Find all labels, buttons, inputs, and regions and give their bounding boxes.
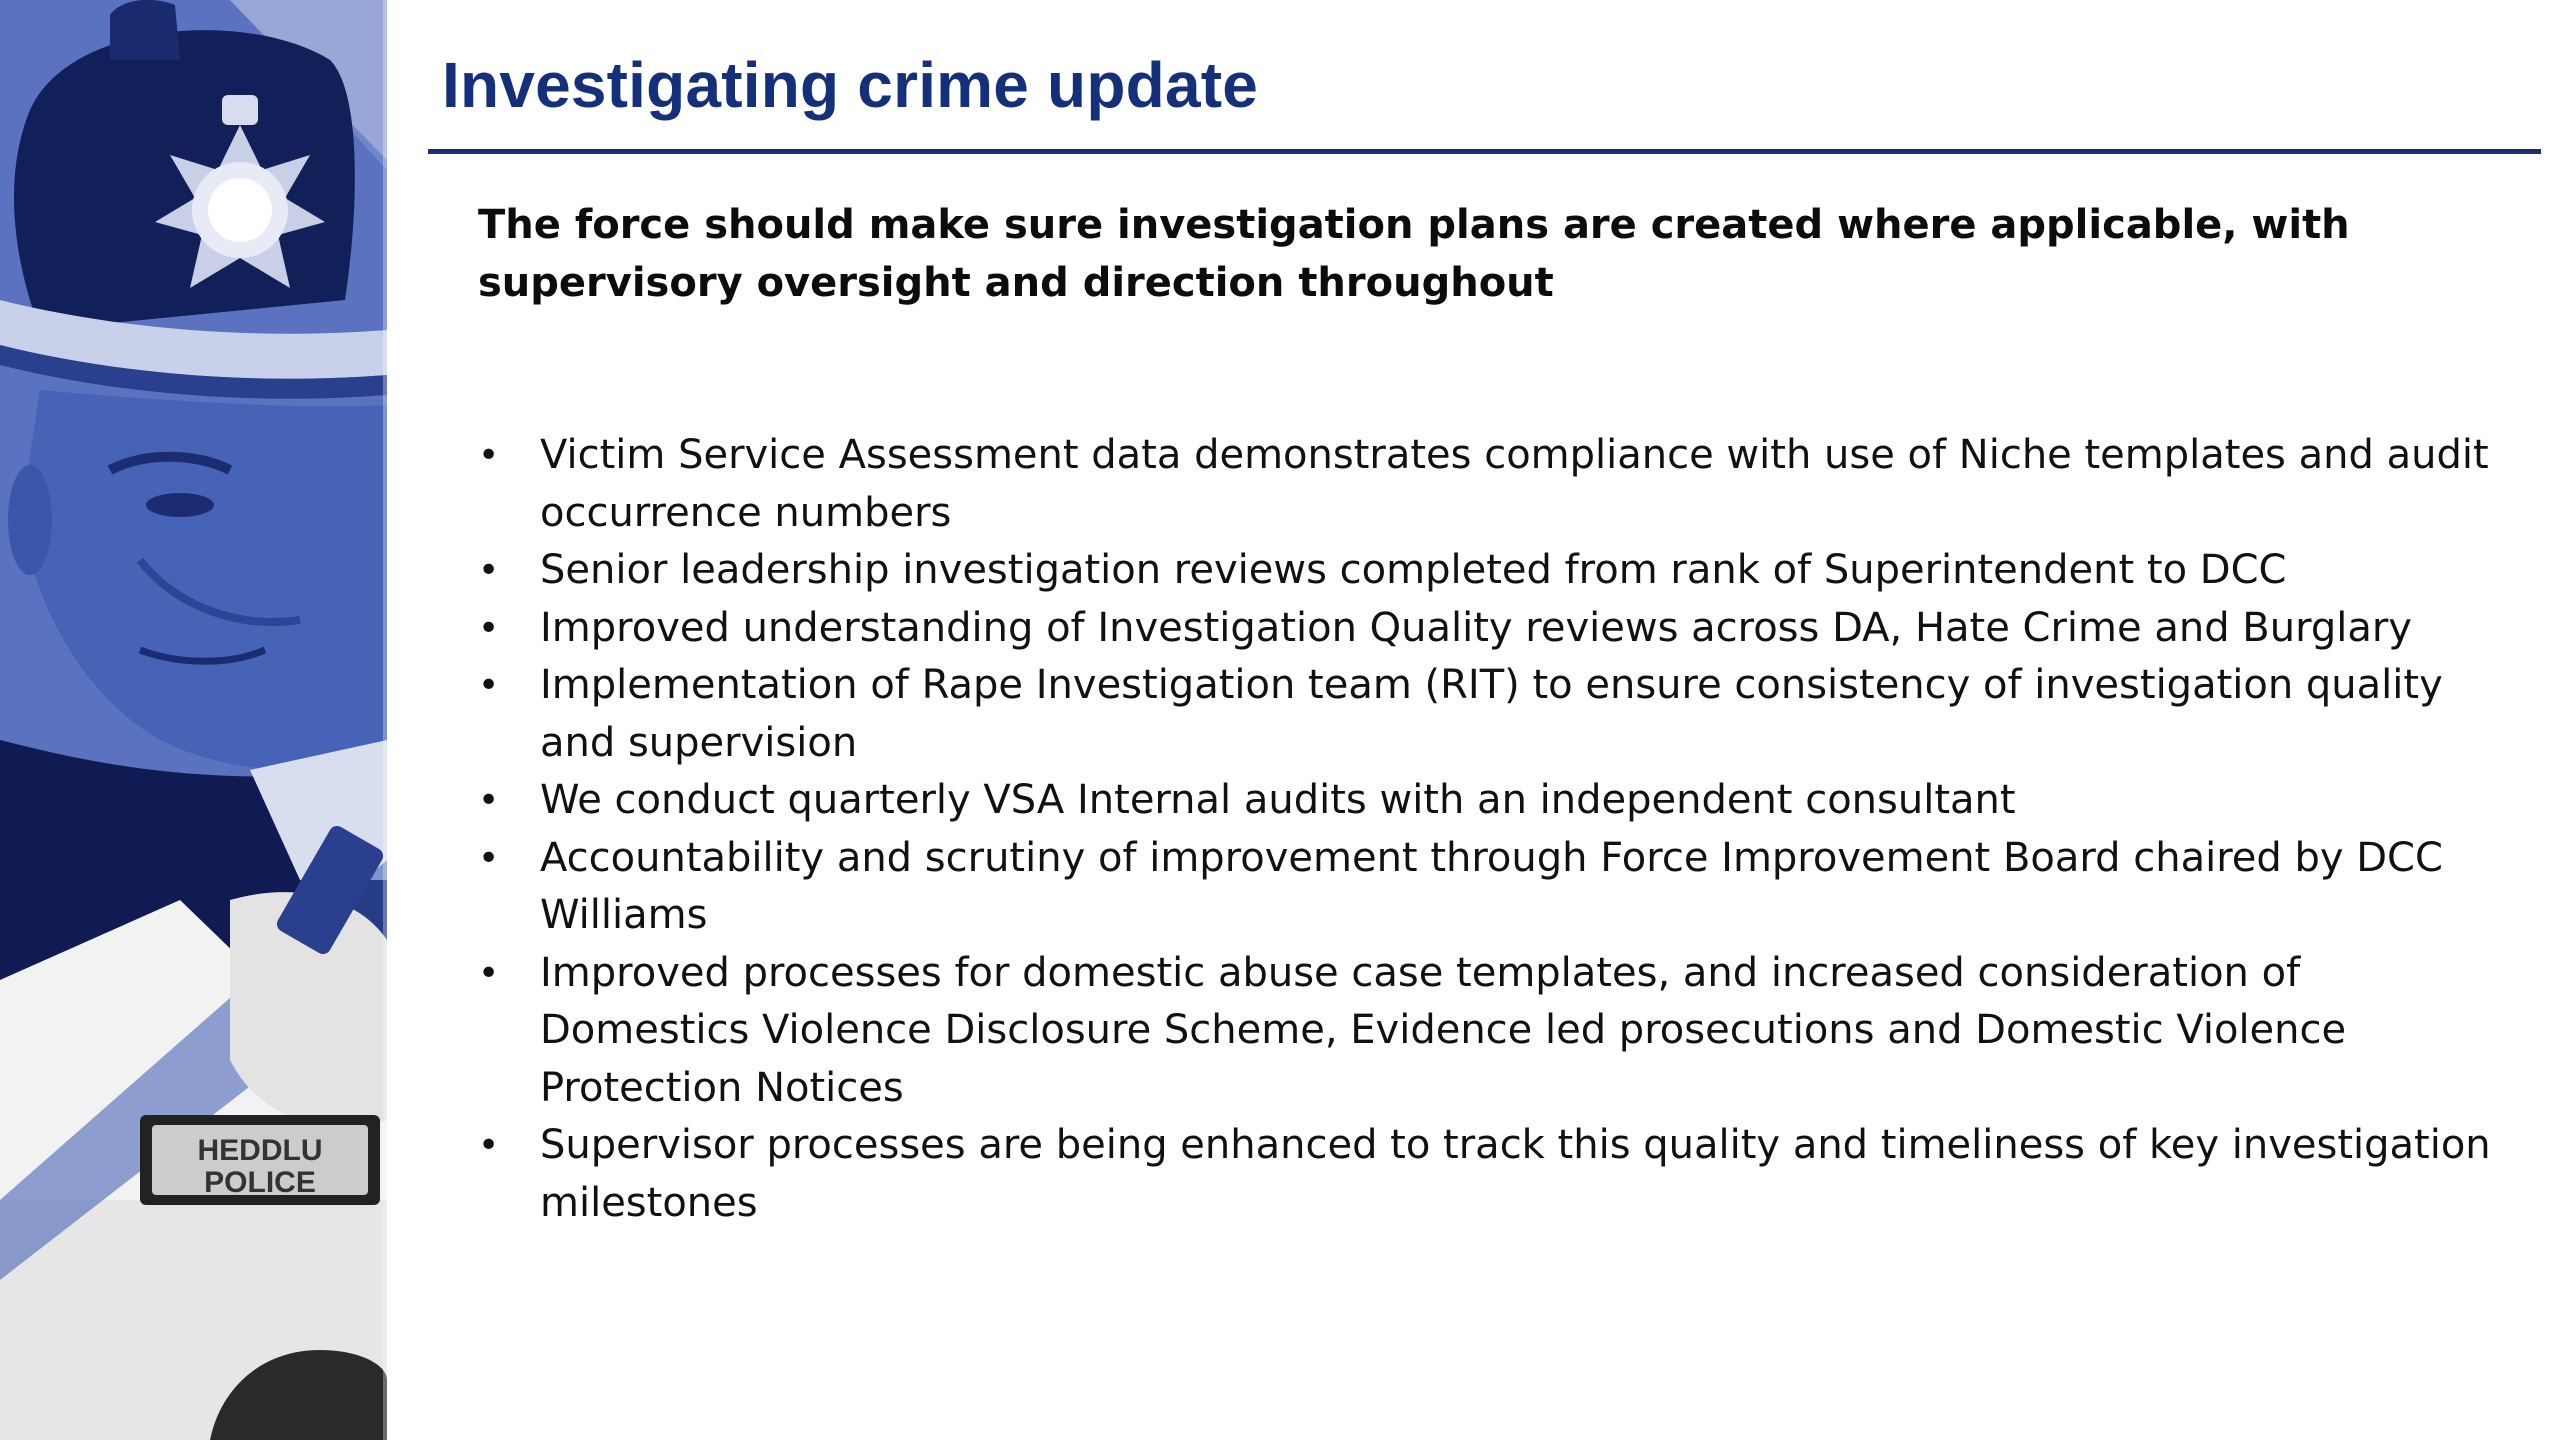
bullet-icon: • — [478, 435, 500, 476]
recommendation-heading: The force should make sure investigation plans are created where applicable, with supervisory oversight and direction throughout — [478, 202, 2350, 306]
list-item — [478, 772, 2518, 830]
bullet-icon: • — [478, 665, 500, 706]
title-divider — [428, 149, 2541, 154]
list-item — [478, 1117, 2518, 1232]
list-item-text: Accountability and scrutiny of improvement through Force Improvement Board chaired by DCC Williams — [540, 834, 2443, 938]
bullet-icon: • — [478, 780, 500, 821]
list-item — [478, 830, 2518, 945]
list-item-text: Senior leadership investigation reviews completed from rank of Superintendent to DCC — [540, 547, 2287, 593]
bullet-icon: • — [478, 952, 500, 994]
list-item — [478, 542, 2518, 600]
list-item — [478, 945, 2518, 1118]
bullet-icon: • — [478, 550, 500, 591]
list-item — [478, 657, 2518, 772]
list-item — [478, 427, 2518, 542]
update-bullet-list — [478, 427, 2518, 1232]
list-item-text: Improved understanding of Investigation Quality reviews across DA, Hate Crime and Burglary — [540, 604, 2412, 651]
list-item — [478, 600, 2518, 658]
bullet-icon: • — [478, 607, 500, 649]
list-item-text: We conduct quarterly VSA Internal audits with an independent consultant — [540, 777, 2016, 823]
page-title: Investigating crime update — [442, 49, 1259, 121]
list-item-text: Victim Service Assessment data demonstrates compliance with use of Niche templates and audit occurrence numbers — [540, 432, 2489, 536]
list-item-text: Implementation of Rape Investigation team (RIT) to ensure consistency of investigation quality and supervision — [540, 662, 2443, 766]
police-officer-photo — [0, 0, 387, 1440]
bullet-icon: • — [478, 1125, 500, 1166]
svg-text:HEDDLU: HEDDLU — [197, 1134, 323, 1167]
list-item-text: Improved processes for domestic abuse case templates, and increased consideration of Domestics Violence Disclosure Scheme, Evidence led prosecutions and Domestic Violence Protection Notices — [540, 949, 2347, 1111]
bullet-icon: • — [478, 837, 500, 879]
svg-text:POLICE: POLICE — [204, 1166, 316, 1199]
list-item-text: Supervisor processes are being enhanced to track this quality and timeliness of key investigation milestones — [540, 1122, 2491, 1226]
